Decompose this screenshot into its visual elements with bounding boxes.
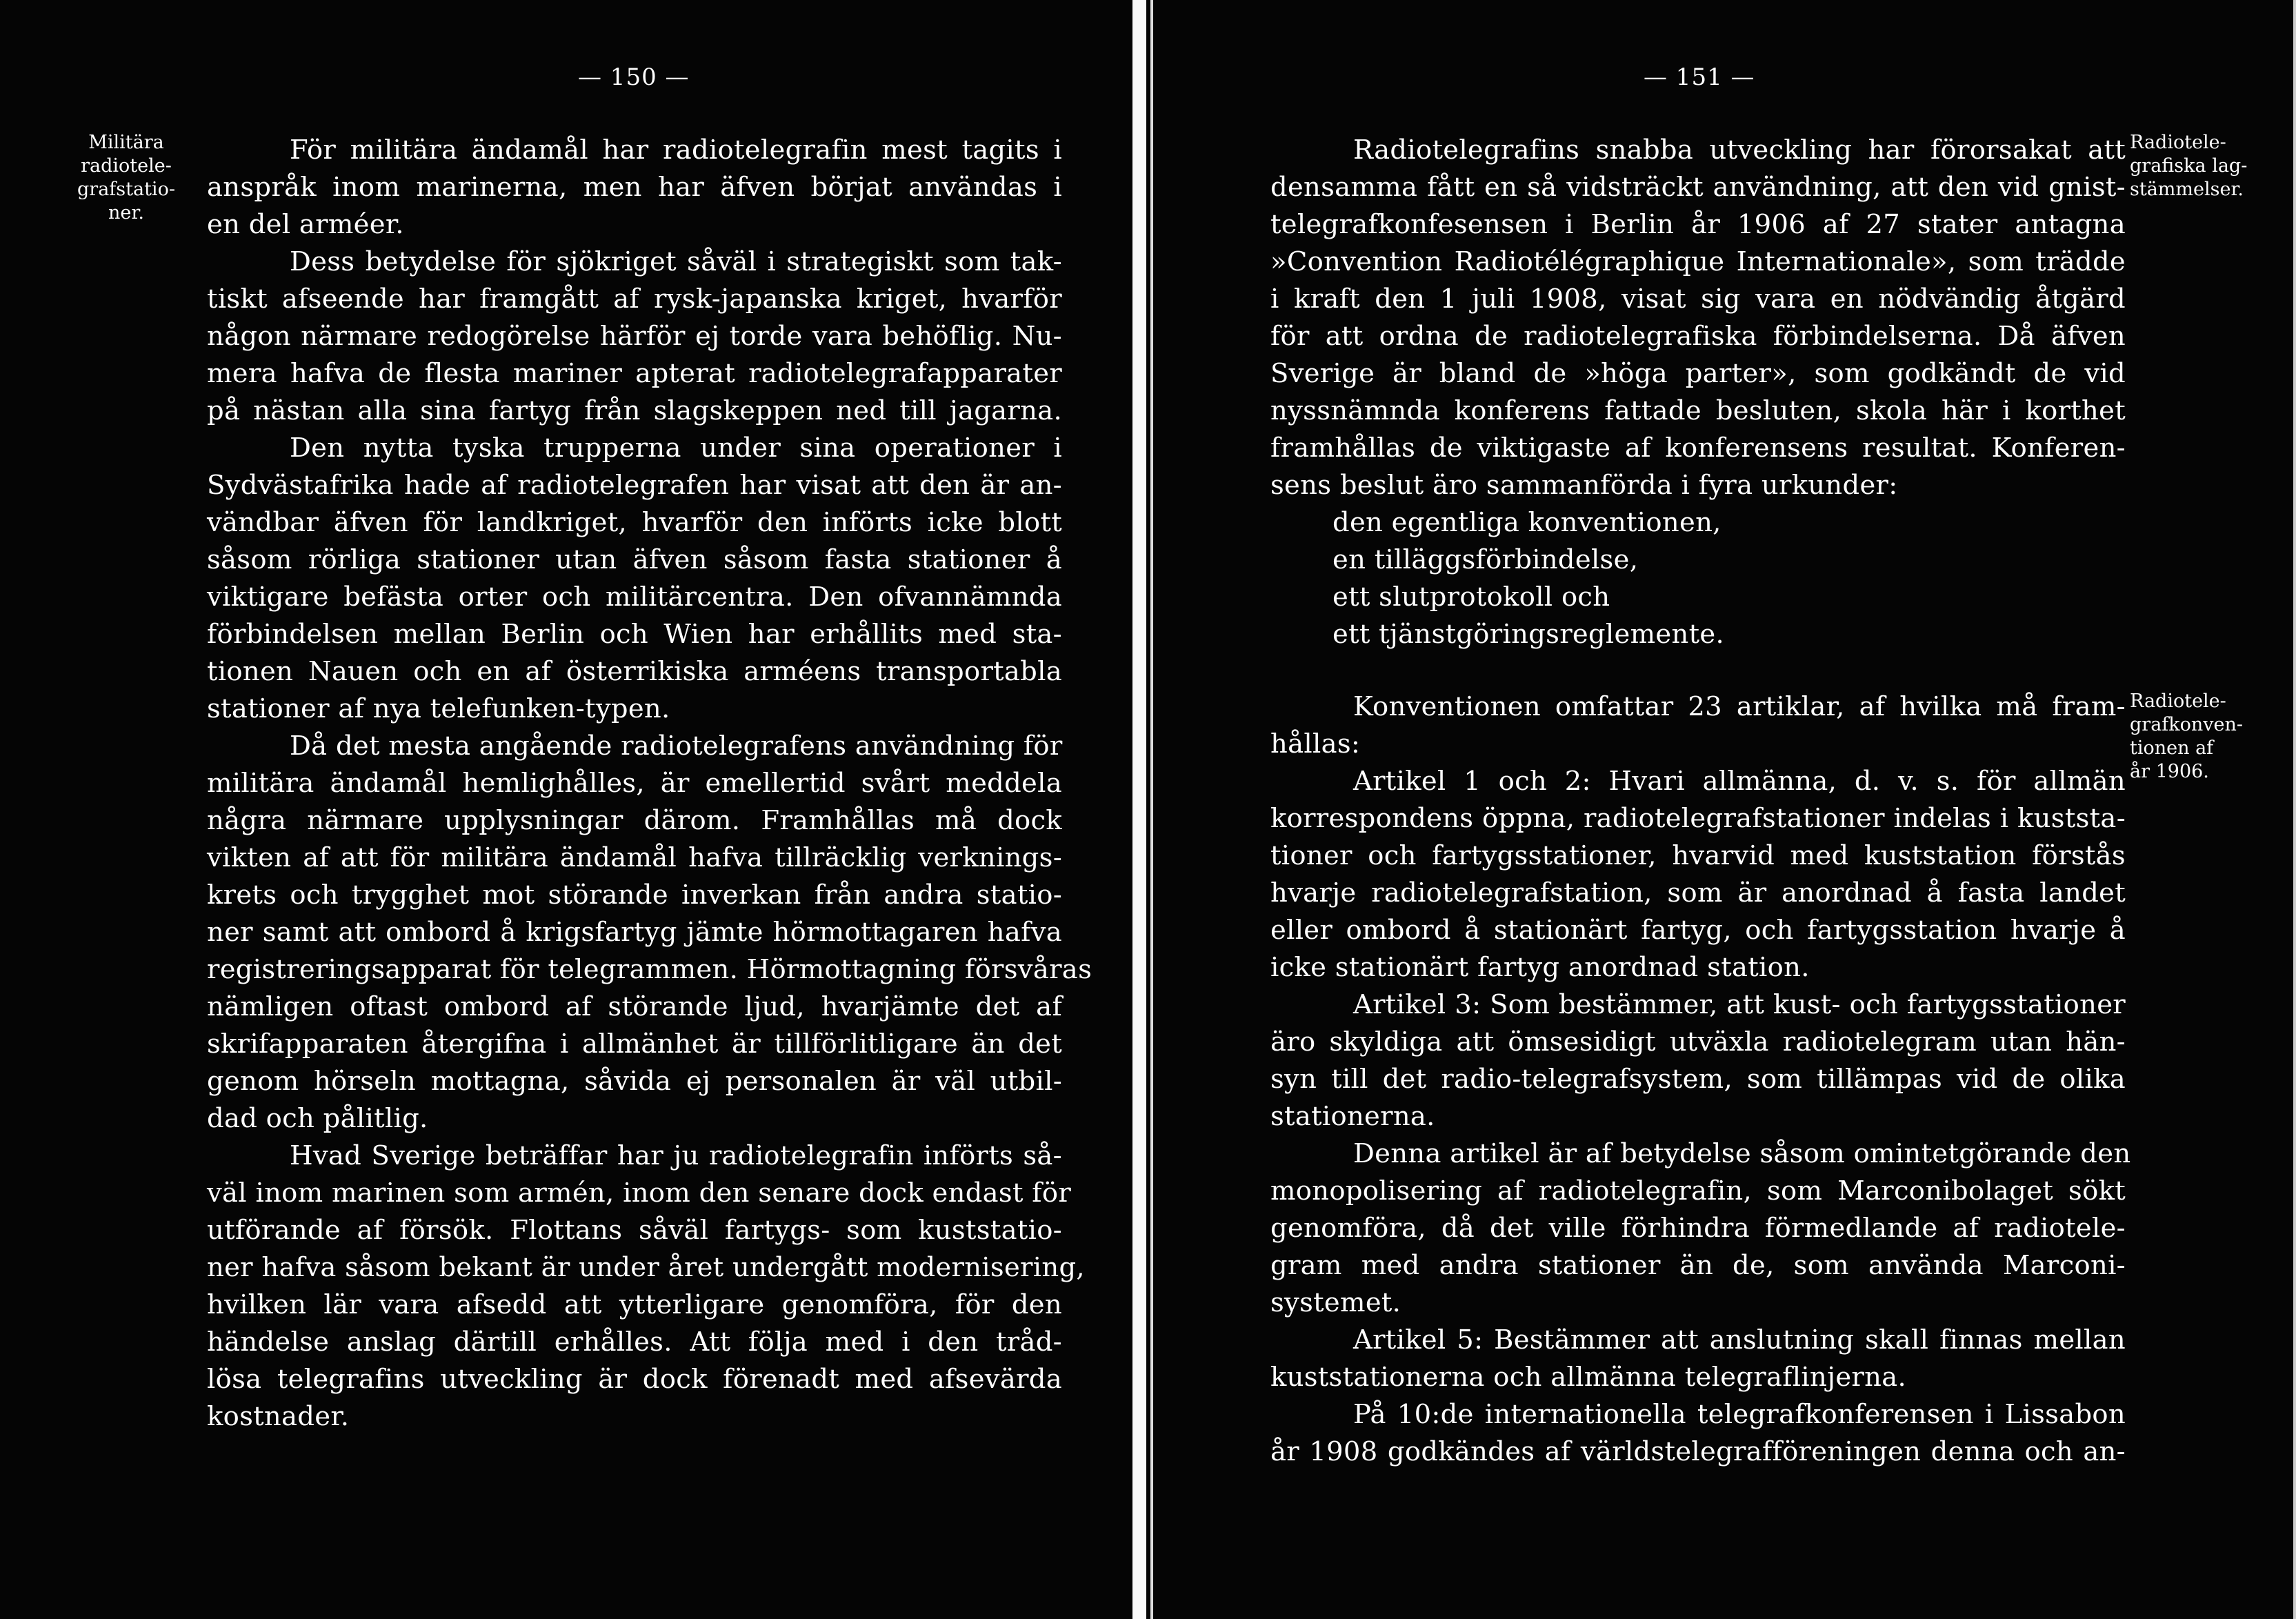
- text-line: vändbar äfven för landkriget, hvarför den införts icke blott: [207, 507, 1062, 538]
- body-text-section-1: [1270, 132, 2126, 653]
- text-line: utförande af försök. Flottans såväl fartygs- som kuststatio-: [207, 1215, 1062, 1246]
- text-line: korrespondens öppna, radiotelegrafstationer indelas i kuststa-: [1270, 803, 2126, 834]
- text-line: en del arméer.: [207, 209, 404, 240]
- text-line: nyssnämnda konferens fattade besluten, skola här i korthet: [1270, 395, 2126, 426]
- text-line: krets och trygghet mot störande inverkan från andra statio-: [207, 880, 1062, 911]
- text-line: sens beslut äro sammanförda i fyra urkunder:: [1270, 470, 1898, 501]
- margin-note-line: grafstatio-: [77, 179, 175, 200]
- text-line: Artikel 1 och 2: Hvari allmänna, d. v. s. för allmän: [1353, 766, 2126, 797]
- text-line: skrifapparaten återgifna i allmänhet är tillförlitligare än det: [207, 1029, 1062, 1060]
- text-line: eller ombord å stationärt fartyg, och fartygsstation hvarje å: [1270, 915, 2126, 946]
- text-line: Sverige är bland de »höga parter», som godkändt de vid: [1270, 358, 2126, 389]
- text-line: i kraft den 1 juli 1908, visat sig vara en nödvändig åtgärd: [1270, 284, 2126, 315]
- margin-note-regulations: [2130, 131, 2247, 201]
- text-line: Sydvästafrika hade af radiotelegrafen har visat att den är an-: [207, 470, 1062, 501]
- margin-note-line: grafiska lag-: [2130, 155, 2248, 177]
- list-item: ett slutprotokoll och: [1332, 582, 1610, 613]
- margin-note-line: stämmelser.: [2130, 179, 2244, 200]
- text-line: tionen Nauen och en af österrikiska arméens transportabla: [207, 656, 1062, 687]
- text-line: framhållas de viktigaste af konferensens resultat. Konferen-: [1270, 433, 2126, 464]
- text-line: Dess betydelse för sjökriget såväl i strategiskt som tak-: [290, 246, 1062, 277]
- text-line: Då det mesta angående radiotelegrafens användning för: [290, 731, 1063, 762]
- margin-note-line: grafkonven-: [2130, 714, 2244, 735]
- text-line: hållas:: [1270, 728, 1361, 759]
- text-line: vikten af att för militära ändamål hafva tillräcklig verknings-: [207, 842, 1062, 873]
- margin-note-convention: [2130, 690, 2243, 784]
- text-line: kuststationerna och allmänna telegraflinjerna.: [1270, 1362, 1907, 1393]
- text-line: Konventionen omfattar 23 artiklar, af hvilka må fram-: [1353, 691, 2126, 722]
- margin-note-line: Radiotele-: [2130, 132, 2226, 153]
- text-line: På 10:de internationella telegrafkonferensen i Lissabon: [1353, 1399, 2126, 1430]
- text-line: Denna artikel är af betydelse såsom omintetgörande den: [1353, 1138, 2131, 1169]
- text-line: för att ordna de radiotelegrafiska förbindelserna. Då äfven: [1270, 321, 2126, 352]
- text-line: några närmare upplysningar därom. Framhållas må dock: [207, 805, 1062, 836]
- list-item: den egentliga konventionen,: [1332, 507, 1721, 538]
- text-line: stationerna.: [1270, 1101, 1435, 1132]
- text-line: stationer af nya telefunken-typen.: [207, 693, 670, 724]
- page-number: — 150 —: [578, 63, 690, 91]
- margin-note-line: tionen af: [2130, 737, 2214, 759]
- text-line: systemet.: [1270, 1287, 1401, 1318]
- text-line: Radiotelegrafins snabba utveckling har förorsakat att: [1353, 135, 2126, 166]
- text-line: dad och pålitlig.: [207, 1103, 428, 1134]
- text-line: militära ändamål hemlighålles, är emellertid svårt meddela: [207, 768, 1062, 799]
- text-line: hvilken lär vara afsedd att ytterligare genomföra, för den: [207, 1289, 1062, 1320]
- list-item: ett tjänstgöringsreglemente.: [1332, 619, 1725, 650]
- page-number: — 151 —: [1644, 63, 1755, 91]
- text-line: gram med andra stationer än de, som använda Marconi-: [1270, 1250, 2126, 1281]
- text-line: år 1908 godkändes af världstelegrafföreningen denna och an-: [1270, 1436, 2126, 1467]
- text-line: För militära ändamål har radiotelegrafin mest tagits i: [290, 135, 1062, 166]
- page-edge: [2293, 0, 2296, 1619]
- text-line: anspråk inom marinerna, men har äfven börjat användas i: [207, 172, 1062, 203]
- text-line: på nästan alla sina fartyg från slagskeppen ned till jagarna.: [207, 395, 1062, 426]
- margin-note-line: Militära: [88, 132, 164, 153]
- text-line: hvarje radiotelegrafstation, som är anordnad å fasta landet: [1270, 877, 2126, 908]
- text-line: ner samt att ombord å krigsfartyg jämte hörmottagaren hafva: [207, 917, 1062, 948]
- text-line: telegrafkonfesensen i Berlin år 1906 af 27 stater antagna: [1270, 209, 2126, 240]
- text-line: genom hörseln mottagna, såvida ej personalen är väl utbil-: [207, 1066, 1062, 1097]
- text-line: såsom rörliga stationer utan äfven såsom fasta stationer å: [207, 544, 1062, 575]
- body-text: [207, 132, 1092, 1436]
- text-line: äro skyldiga att ömsesidigt utväxla radiotelegram utan hän-: [1270, 1026, 2126, 1057]
- margin-note-line: Radiotele-: [2130, 691, 2226, 712]
- text-line: tioner och fartygsstationer, hvarvid med kuststation förstås: [1270, 840, 2126, 871]
- text-line: Hvad Sverige beträffar har ju radiotelegrafin införts så-: [290, 1140, 1062, 1171]
- left-page: [0, 0, 1131, 1619]
- text-line: densamma fått en så vidsträckt användning, att den vid gnist-: [1270, 172, 2126, 203]
- right-page: [1152, 0, 2296, 1619]
- text-line: Den nytta tyska trupperna under sina operationer i: [290, 433, 1062, 464]
- book-gutter: [1132, 0, 1146, 1619]
- text-line: mera hafva de flesta mariner apterat radiotelegrafapparater: [207, 358, 1062, 389]
- text-line: viktigare befästa orter och militärcentra. Den ofvannämnda: [207, 582, 1062, 613]
- text-line: icke stationärt fartyg anordnad station.: [1270, 952, 1810, 983]
- text-line: nämligen oftast ombord af störande ljud, hvarjämte det af: [207, 991, 1062, 1022]
- text-line: Artikel 3: Som bestämmer, att kust- och fartygsstationer: [1353, 989, 2126, 1020]
- text-line: monopolisering af radiotelegrafin, som Marconibolaget sökt: [1270, 1175, 2126, 1206]
- text-line: Artikel 5: Bestämmer att anslutning skall finnas mellan: [1353, 1324, 2126, 1355]
- margin-note-line: ner.: [108, 202, 144, 224]
- text-line: händelse anslag därtill erhålles. Att följa med i den tråd-: [207, 1327, 1062, 1358]
- text-line: syn till det radio-telegrafsystem, som tillämpas vid de olika: [1270, 1064, 2126, 1095]
- margin-note-line: år 1906.: [2130, 761, 2209, 782]
- text-line: registreringsapparat för telegrammen. Hörmottagning försvåras: [207, 954, 1092, 985]
- margin-note-line: radiotele-: [81, 155, 172, 177]
- text-line: någon närmare redogörelse härför ej torde vara behöflig. Nu-: [207, 321, 1062, 352]
- text-line: tiskt afseende har framgått af rysk-japanska kriget, hvarför: [207, 284, 1062, 315]
- text-line: förbindelsen mellan Berlin och Wien har erhållits med sta-: [207, 619, 1062, 650]
- list-item: en tilläggsförbindelse,: [1332, 544, 1639, 575]
- margin-note-military: [77, 131, 175, 225]
- text-line: »Convention Radiotélégraphique Internationale», som trädde: [1270, 246, 2126, 277]
- text-line: lösa telegrafins utveckling är dock förenadt med afsevärda: [207, 1364, 1062, 1395]
- text-line: genomföra, då det ville förhindra förmedlande af radiotele-: [1270, 1213, 2126, 1244]
- text-line: väl inom marinen som armén, inom den senare dock endast för: [207, 1178, 1072, 1209]
- text-line: kostnader.: [207, 1401, 350, 1432]
- body-text-section-2: [1270, 688, 2131, 1471]
- text-line: ner hafva såsom bekant är under året undergått modernisering,: [207, 1252, 1085, 1283]
